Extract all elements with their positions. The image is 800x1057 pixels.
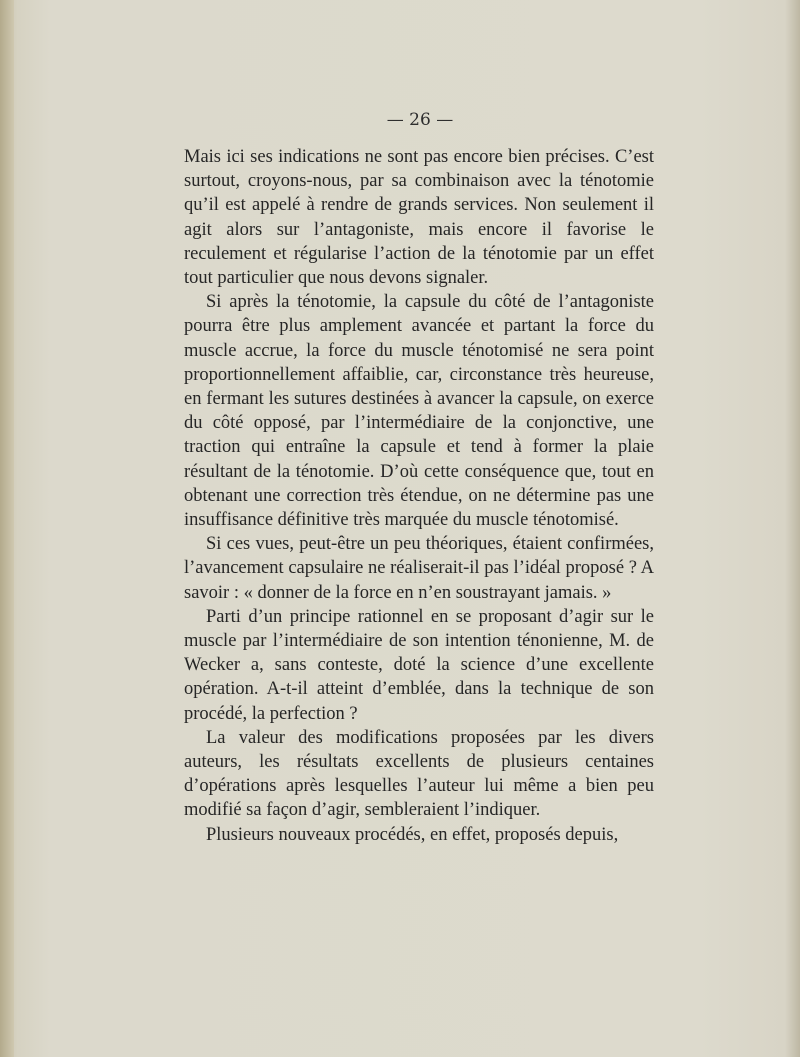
page-edge (0, 0, 14, 1057)
paragraph-6: Plusieurs nouveaux procédés, en effet, proposés depuis, (206, 824, 619, 845)
page-number: — 26 — (386, 110, 454, 130)
paragraph-2: Si après la ténotomie, la capsule du côté de l’antagoniste pourra être plus amplement avancée et partant la force du muscle accrue, la force du muscle ténotomisé ne sera point proportionnellement affaiblie, car, circonstance très heureuse, en fermant les sutures destinées à avancer la capsule, on exerce du côté opposé, par l’intermédiaire de la conjonctive, une traction qui entraîne la capsule et tend à former la plaie résultant de la ténotomie. D’où cette conséquence que, tout en obtenant une correction très étendue, on ne détermine pas une insuffisance définitive très marquée du muscle ténotomisé. (184, 292, 654, 531)
paragraph-5: La valeur des modifications proposées par les divers auteurs, les résultats excellents de plusieurs centaines d’opérations après lesquelles l’auteur lui même a bien peu modifié sa façon d’agir, sembleraient l’indiquer. (184, 727, 654, 821)
body-text (184, 145, 654, 847)
paragraph-4: Parti d’un principe rationnel en se proposant d’agir sur le muscle par l’intermédiaire de son intention ténonienne, M. de Wecker a, sans conteste, doté la science d’une excellente opération. A-t-il atteint d’emblée, dans la technique de son procédé, la perfection ? (184, 606, 654, 724)
paragraph-3: Si ces vues, peut-être un peu théoriques, étaient confirmées, l’avancement capsulaire ne réaliserait-il pas l’idéal proposé ? A savoir : « donner de la force en n’en soustrayant jamais. » (184, 534, 654, 603)
paragraph-1: Mais ici ses indications ne sont pas encore bien précises. C’est surtout, croyons-nous, par sa combinaison avec la ténotomie qu’il est appelé à rendre de grands services. Non seulement il agit alors sur l’antagoniste, mais encore il favorise le reculement et régularise l’action de la ténotomie par un effet tout particulier que nous devons signaler. (184, 147, 654, 289)
